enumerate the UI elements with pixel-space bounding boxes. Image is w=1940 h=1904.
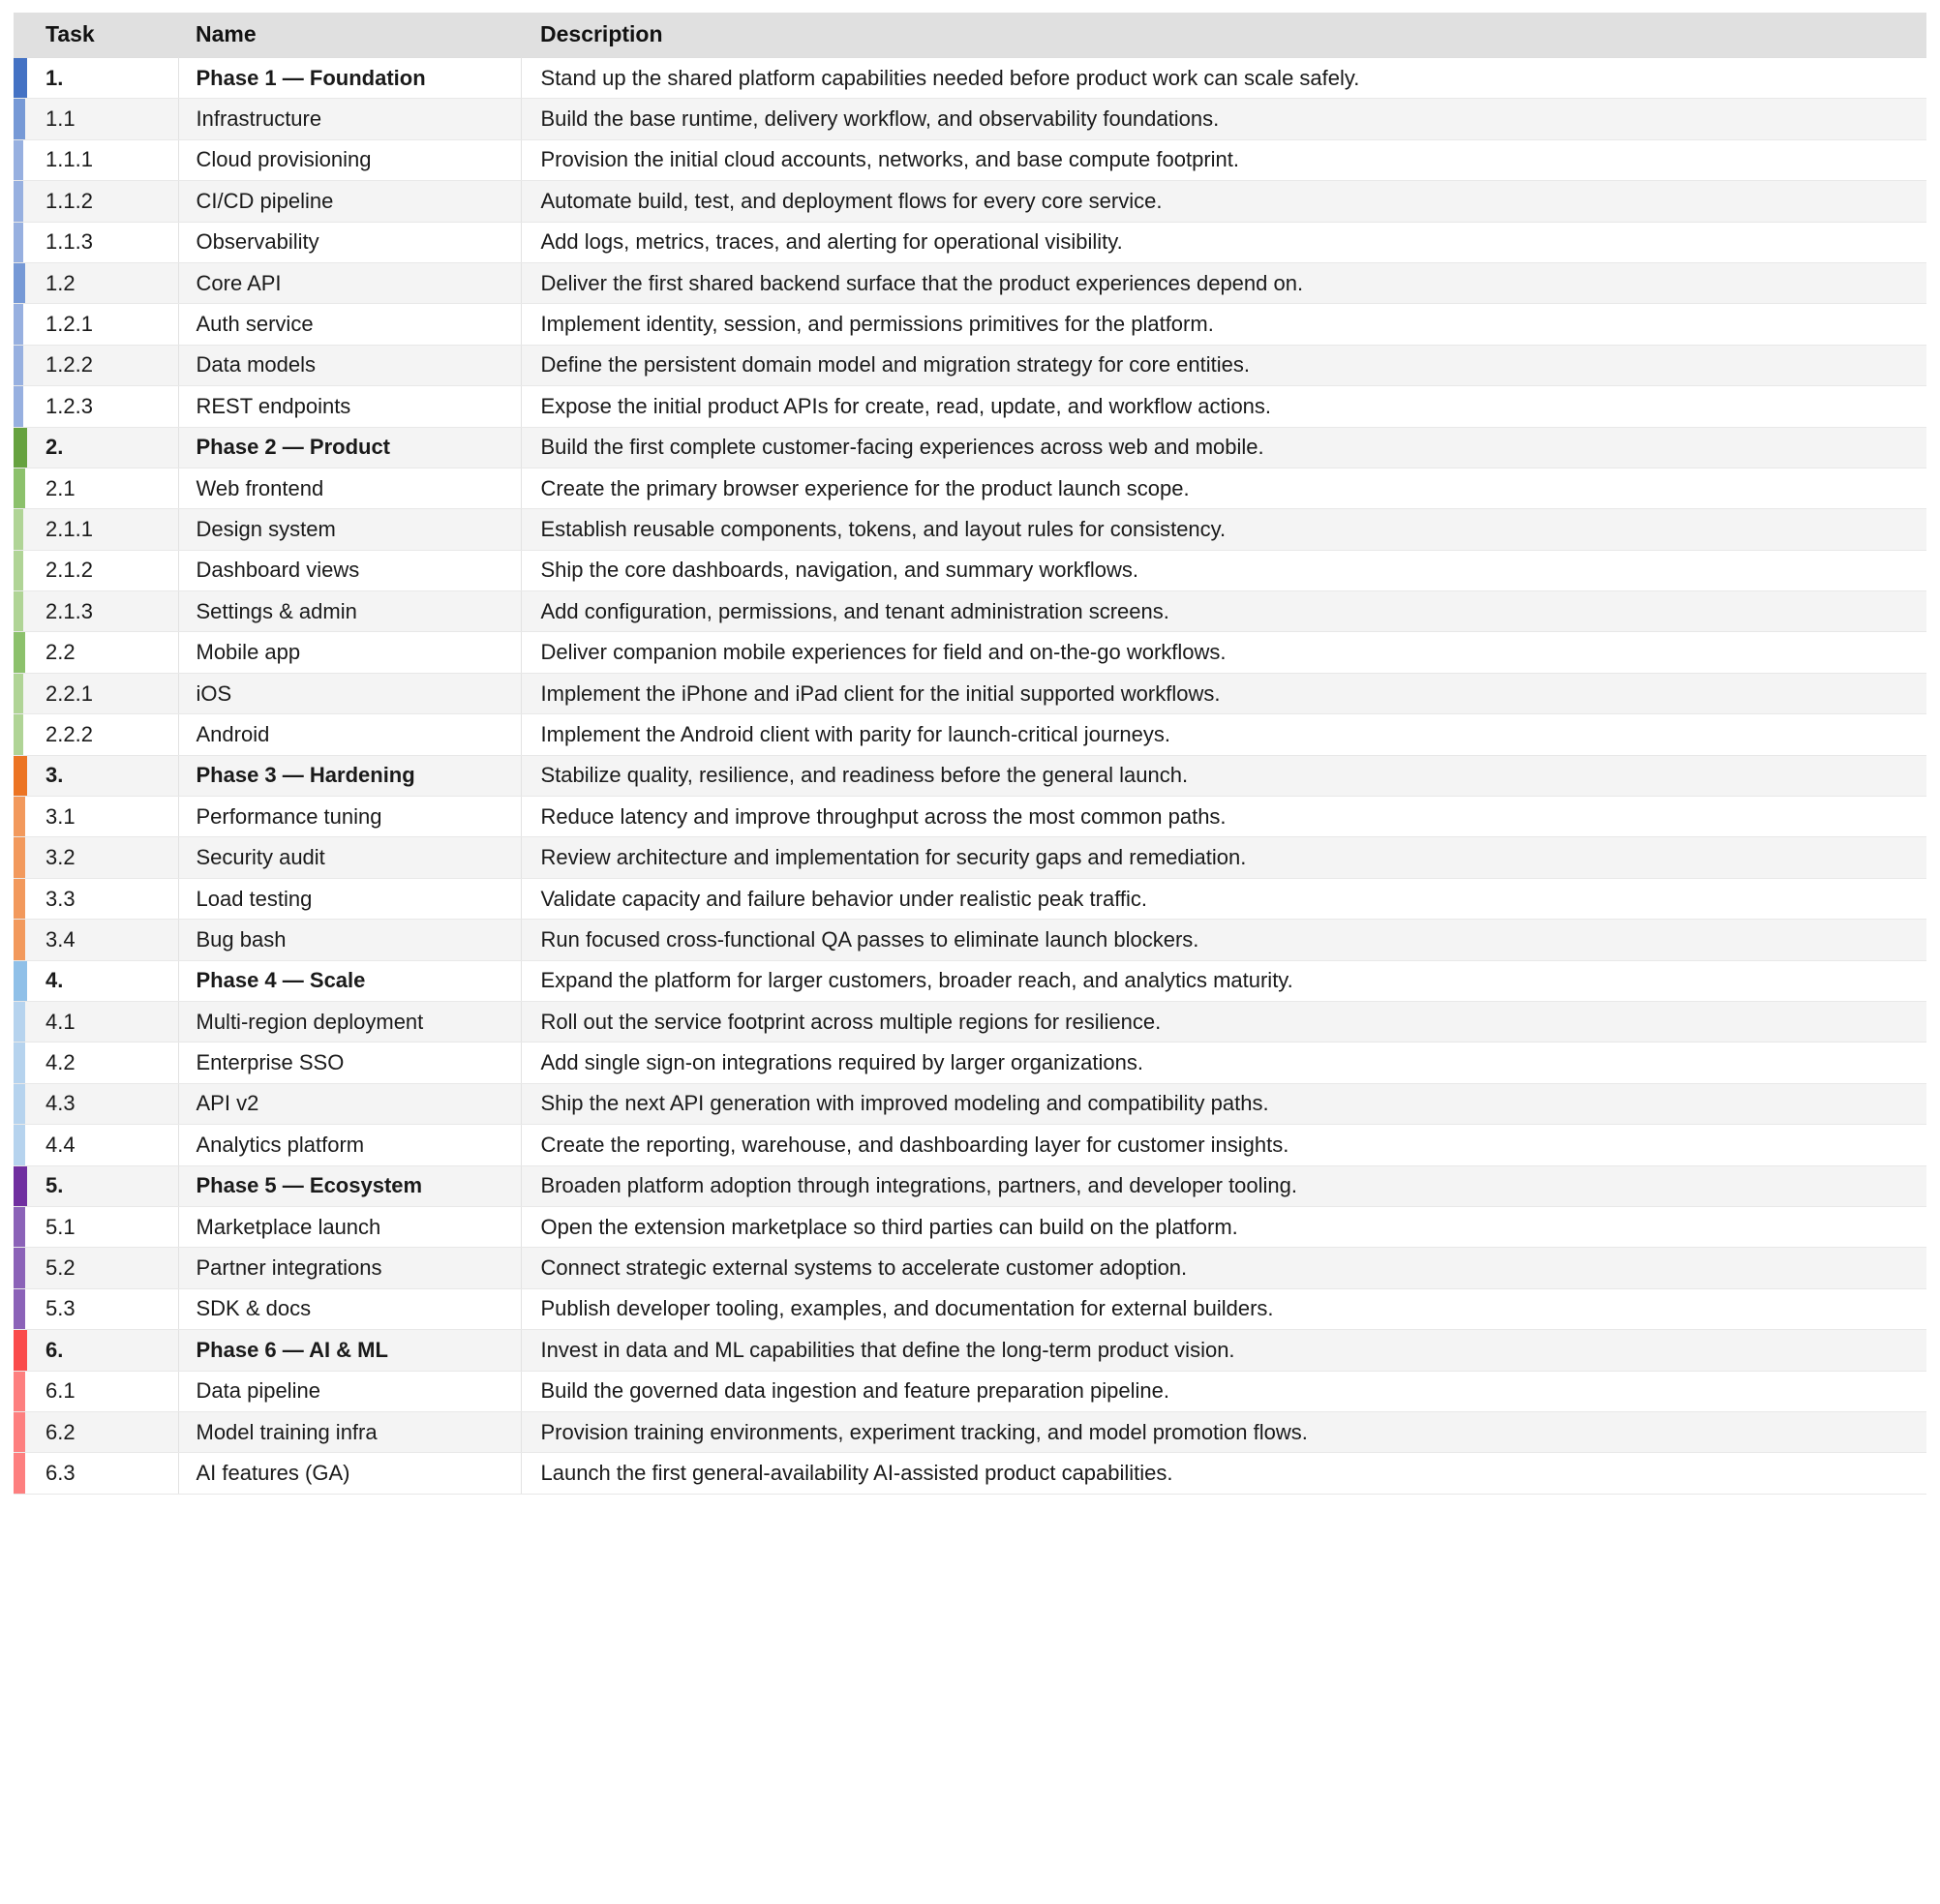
phase-color-swatch xyxy=(14,509,23,550)
task-number: 2. xyxy=(45,435,64,460)
cell-task xyxy=(14,960,178,1001)
phase-color-swatch xyxy=(14,797,25,837)
phase-color-swatch xyxy=(14,1206,25,1247)
task-number: 2.1.1 xyxy=(45,516,93,541)
cell-task xyxy=(14,797,178,837)
phase-color-swatch xyxy=(14,1453,25,1494)
task-number: 3.2 xyxy=(45,845,76,870)
cell-name: Cloud provisioning xyxy=(178,139,521,180)
cell-name: SDK & docs xyxy=(178,1288,521,1329)
task-number: 4.3 xyxy=(45,1091,76,1116)
table-row[interactable] xyxy=(14,386,1926,427)
phase-color-swatch xyxy=(14,550,23,590)
phase-color-swatch xyxy=(14,1371,25,1411)
phase-color-swatch xyxy=(14,591,23,632)
cell-description: Invest in data and ML capabilities that define the long-term product vision. xyxy=(521,1330,1926,1371)
cell-name: Phase 2 — Product xyxy=(178,427,521,468)
task-number: 1.1.1 xyxy=(45,147,93,172)
phase-color-swatch xyxy=(14,632,25,673)
phase-color-swatch xyxy=(14,755,27,796)
cell-name: Web frontend xyxy=(178,468,521,508)
cell-name: Partner integrations xyxy=(178,1248,521,1288)
cell-task xyxy=(14,755,178,796)
phase-color-swatch xyxy=(14,1083,25,1124)
task-number: 6.1 xyxy=(45,1378,76,1404)
cell-task xyxy=(14,1288,178,1329)
table-row[interactable] xyxy=(14,673,1926,713)
cell-task xyxy=(14,591,178,632)
cell-description: Run focused cross-functional QA passes to eliminate launch blockers. xyxy=(521,920,1926,960)
cell-name: Android xyxy=(178,714,521,755)
table-row[interactable] xyxy=(14,878,1926,919)
cell-task xyxy=(14,1165,178,1206)
phase-color-swatch xyxy=(14,920,25,960)
table-row[interactable] xyxy=(14,222,1926,262)
table-row[interactable] xyxy=(14,591,1926,632)
cell-task xyxy=(14,509,178,550)
cell-name: Auth service xyxy=(178,304,521,345)
cell-description: Publish developer tooling, examples, and documentation for external builders. xyxy=(521,1288,1926,1329)
task-number: 1.2.2 xyxy=(45,352,93,378)
task-number: 4. xyxy=(45,968,64,993)
cell-name: Dashboard views xyxy=(178,550,521,590)
table-row[interactable] xyxy=(14,1206,1926,1247)
phase-color-swatch xyxy=(14,837,25,878)
cell-task xyxy=(14,1411,178,1452)
table-row[interactable] xyxy=(14,1288,1926,1329)
table-row[interactable] xyxy=(14,960,1926,1001)
cell-name: REST endpoints xyxy=(178,386,521,427)
task-number: 2.2.2 xyxy=(45,721,93,746)
table-row[interactable] xyxy=(14,550,1926,590)
cell-name: Security audit xyxy=(178,837,521,878)
cell-name: AI features (GA) xyxy=(178,1453,521,1494)
cell-description: Provision the initial cloud accounts, networks, and base compute footprint. xyxy=(521,139,1926,180)
cell-name: Enterprise SSO xyxy=(178,1043,521,1083)
cell-task xyxy=(14,1125,178,1165)
table-row[interactable] xyxy=(14,755,1926,796)
cell-description: Build the governed data ingestion and feature preparation pipeline. xyxy=(521,1371,1926,1411)
cell-task xyxy=(14,837,178,878)
phase-color-swatch xyxy=(14,139,23,180)
table-header xyxy=(14,13,1926,58)
cell-name: Data pipeline xyxy=(178,1371,521,1411)
cell-task xyxy=(14,345,178,385)
cell-description: Expose the initial product APIs for create, read, update, and workflow actions. xyxy=(521,386,1926,427)
cell-description: Build the first complete customer-facing experiences across web and mobile. xyxy=(521,427,1926,468)
cell-task xyxy=(14,1001,178,1042)
task-number: 1. xyxy=(45,65,64,90)
phase-color-swatch xyxy=(14,1165,27,1206)
cell-task xyxy=(14,181,178,222)
table-row[interactable] xyxy=(14,139,1926,180)
phase-color-swatch xyxy=(14,673,23,713)
phase-color-swatch xyxy=(14,99,25,139)
cell-task xyxy=(14,714,178,755)
cell-description: Broaden platform adoption through integrations, partners, and developer tooling. xyxy=(521,1165,1926,1206)
table-row[interactable] xyxy=(14,1330,1926,1371)
cell-description: Deliver the first shared backend surface that the product experiences depend on. xyxy=(521,262,1926,303)
task-number: 1.1.2 xyxy=(45,188,93,213)
cell-description: Review architecture and implementation for security gaps and remediation. xyxy=(521,837,1926,878)
cell-name: Bug bash xyxy=(178,920,521,960)
table-row[interactable] xyxy=(14,427,1926,468)
task-number: 6.2 xyxy=(45,1419,76,1444)
cell-description: Add configuration, permissions, and tenant administration screens. xyxy=(521,591,1926,632)
table-row[interactable] xyxy=(14,1453,1926,1494)
cell-name: Data models xyxy=(178,345,521,385)
cell-description: Connect strategic external systems to accelerate customer adoption. xyxy=(521,1248,1926,1288)
task-number: 2.1.2 xyxy=(45,558,93,583)
task-number: 3.1 xyxy=(45,803,76,829)
cell-description: Create the primary browser experience for the product launch scope. xyxy=(521,468,1926,508)
phase-color-swatch xyxy=(14,714,23,755)
phase-color-swatch xyxy=(14,468,25,508)
cell-task xyxy=(14,1248,178,1288)
table-row[interactable] xyxy=(14,304,1926,345)
cell-task xyxy=(14,673,178,713)
table-row[interactable] xyxy=(14,837,1926,878)
table-row[interactable] xyxy=(14,58,1926,99)
cell-task xyxy=(14,468,178,508)
cell-name: Phase 5 — Ecosystem xyxy=(178,1165,521,1206)
phase-color-swatch xyxy=(14,1043,25,1083)
cell-name: Analytics platform xyxy=(178,1125,521,1165)
cell-name: Model training infra xyxy=(178,1411,521,1452)
phase-color-swatch xyxy=(14,1411,25,1452)
table-row[interactable] xyxy=(14,1001,1926,1042)
phase-color-swatch xyxy=(14,960,27,1001)
phase-color-swatch xyxy=(14,386,23,427)
table-row[interactable] xyxy=(14,1083,1926,1124)
table-row[interactable] xyxy=(14,1043,1926,1083)
task-number: 1.1 xyxy=(45,106,76,132)
task-number: 1.2.3 xyxy=(45,393,93,418)
cell-task xyxy=(14,262,178,303)
cell-name: Load testing xyxy=(178,878,521,919)
table-row[interactable] xyxy=(14,632,1926,673)
table-body xyxy=(14,58,1926,1495)
column-header-name: Name xyxy=(178,13,521,58)
task-number: 4.1 xyxy=(45,1009,76,1034)
cell-name: Performance tuning xyxy=(178,797,521,837)
cell-task xyxy=(14,386,178,427)
phase-color-swatch xyxy=(14,1288,25,1329)
cell-description: Add logs, metrics, traces, and alerting for operational visibility. xyxy=(521,222,1926,262)
cell-name: Phase 3 — Hardening xyxy=(178,755,521,796)
task-number: 6. xyxy=(45,1337,64,1362)
table-row[interactable] xyxy=(14,1371,1926,1411)
cell-description: Ship the core dashboards, navigation, and summary workflows. xyxy=(521,550,1926,590)
cell-description: Stabilize quality, resilience, and readiness before the general launch. xyxy=(521,755,1926,796)
cell-description: Open the extension marketplace so third parties can build on the platform. xyxy=(521,1206,1926,1247)
cell-task xyxy=(14,427,178,468)
cell-task xyxy=(14,58,178,99)
cell-task xyxy=(14,222,178,262)
cell-task xyxy=(14,99,178,139)
cell-task xyxy=(14,920,178,960)
task-number: 5.3 xyxy=(45,1296,76,1321)
table-row[interactable] xyxy=(14,509,1926,550)
cell-name: Phase 6 — AI & ML xyxy=(178,1330,521,1371)
table-row[interactable] xyxy=(14,99,1926,139)
cell-description: Deliver companion mobile experiences for field and on-the-go workflows. xyxy=(521,632,1926,673)
cell-name: CI/CD pipeline xyxy=(178,181,521,222)
cell-name: Design system xyxy=(178,509,521,550)
cell-description: Establish reusable components, tokens, and layout rules for consistency. xyxy=(521,509,1926,550)
phase-color-swatch xyxy=(14,345,23,385)
cell-description: Ship the next API generation with improved modeling and compatibility paths. xyxy=(521,1083,1926,1124)
cell-task xyxy=(14,139,178,180)
cell-description: Implement the iPhone and iPad client for the initial supported workflows. xyxy=(521,673,1926,713)
cell-description: Create the reporting, warehouse, and dashboarding layer for customer insights. xyxy=(521,1125,1926,1165)
cell-task xyxy=(14,632,178,673)
cell-description: Reduce latency and improve throughput across the most common paths. xyxy=(521,797,1926,837)
cell-description: Implement identity, session, and permissions primitives for the platform. xyxy=(521,304,1926,345)
cell-task xyxy=(14,1453,178,1494)
cell-description: Stand up the shared platform capabilities needed before product work can scale safely. xyxy=(521,58,1926,99)
column-header-task: Task xyxy=(14,13,178,58)
task-number: 1.2.1 xyxy=(45,312,93,337)
task-number: 4.4 xyxy=(45,1132,76,1157)
table-row[interactable] xyxy=(14,468,1926,508)
cell-name: Mobile app xyxy=(178,632,521,673)
cell-name: Phase 4 — Scale xyxy=(178,960,521,1001)
cell-name: API v2 xyxy=(178,1083,521,1124)
cell-task xyxy=(14,550,178,590)
table-row[interactable] xyxy=(14,262,1926,303)
cell-name: Marketplace launch xyxy=(178,1206,521,1247)
task-number: 3.4 xyxy=(45,926,76,952)
cell-description: Define the persistent domain model and migration strategy for core entities. xyxy=(521,345,1926,385)
task-number: 1.2 xyxy=(45,270,76,295)
cell-description: Add single sign-on integrations required by larger organizations. xyxy=(521,1043,1926,1083)
phase-color-swatch xyxy=(14,181,23,222)
header-row xyxy=(14,13,1926,58)
table-row[interactable] xyxy=(14,1125,1926,1165)
cell-name: Core API xyxy=(178,262,521,303)
table-row[interactable] xyxy=(14,345,1926,385)
phase-color-swatch xyxy=(14,1248,25,1288)
table-row[interactable] xyxy=(14,714,1926,755)
cell-description: Roll out the service footprint across multiple regions for resilience. xyxy=(521,1001,1926,1042)
column-header-description: Description xyxy=(521,13,1926,58)
phase-color-swatch xyxy=(14,58,27,99)
task-number: 5.1 xyxy=(45,1214,76,1239)
task-number: 2.2 xyxy=(45,640,76,665)
cell-name: iOS xyxy=(178,673,521,713)
cell-task xyxy=(14,1330,178,1371)
cell-description: Launch the first general-availability AI-assisted product capabilities. xyxy=(521,1453,1926,1494)
project-plan-table xyxy=(14,13,1926,1495)
task-number: 4.2 xyxy=(45,1050,76,1075)
phase-color-swatch xyxy=(14,878,25,919)
table-row[interactable] xyxy=(14,181,1926,222)
phase-color-swatch xyxy=(14,427,27,468)
table-row[interactable] xyxy=(14,1248,1926,1288)
cell-task xyxy=(14,1371,178,1411)
cell-description: Build the base runtime, delivery workflow, and observability foundations. xyxy=(521,99,1926,139)
table-row[interactable] xyxy=(14,797,1926,837)
task-number: 2.2.1 xyxy=(45,680,93,706)
cell-description: Provision training environments, experiment tracking, and model promotion flows. xyxy=(521,1411,1926,1452)
task-number: 5.2 xyxy=(45,1255,76,1281)
phase-color-swatch xyxy=(14,1001,25,1042)
table-row[interactable] xyxy=(14,1411,1926,1452)
task-number: 2.1 xyxy=(45,475,76,500)
phase-color-swatch xyxy=(14,222,23,262)
table-row[interactable] xyxy=(14,920,1926,960)
phase-color-swatch xyxy=(14,1330,27,1371)
table-row[interactable] xyxy=(14,1165,1926,1206)
task-number: 5. xyxy=(45,1173,64,1198)
phase-color-swatch xyxy=(14,262,25,303)
cell-task xyxy=(14,1043,178,1083)
task-number: 3.3 xyxy=(45,886,76,911)
cell-description: Implement the Android client with parity for launch-critical journeys. xyxy=(521,714,1926,755)
phase-color-swatch xyxy=(14,1125,25,1165)
cell-description: Validate capacity and failure behavior under realistic peak traffic. xyxy=(521,878,1926,919)
cell-description: Expand the platform for larger customers, broader reach, and analytics maturity. xyxy=(521,960,1926,1001)
cell-task xyxy=(14,304,178,345)
cell-name: Infrastructure xyxy=(178,99,521,139)
task-number: 3. xyxy=(45,763,64,788)
phase-color-swatch xyxy=(14,304,23,345)
cell-name: Multi-region deployment xyxy=(178,1001,521,1042)
task-number: 1.1.3 xyxy=(45,229,93,255)
cell-name: Settings & admin xyxy=(178,591,521,632)
cell-description: Automate build, test, and deployment flows for every core service. xyxy=(521,181,1926,222)
task-number: 2.1.3 xyxy=(45,598,93,623)
cell-task xyxy=(14,1206,178,1247)
cell-name: Phase 1 — Foundation xyxy=(178,58,521,99)
cell-name: Observability xyxy=(178,222,521,262)
cell-task xyxy=(14,1083,178,1124)
task-number: 6.3 xyxy=(45,1460,76,1485)
cell-task xyxy=(14,878,178,919)
